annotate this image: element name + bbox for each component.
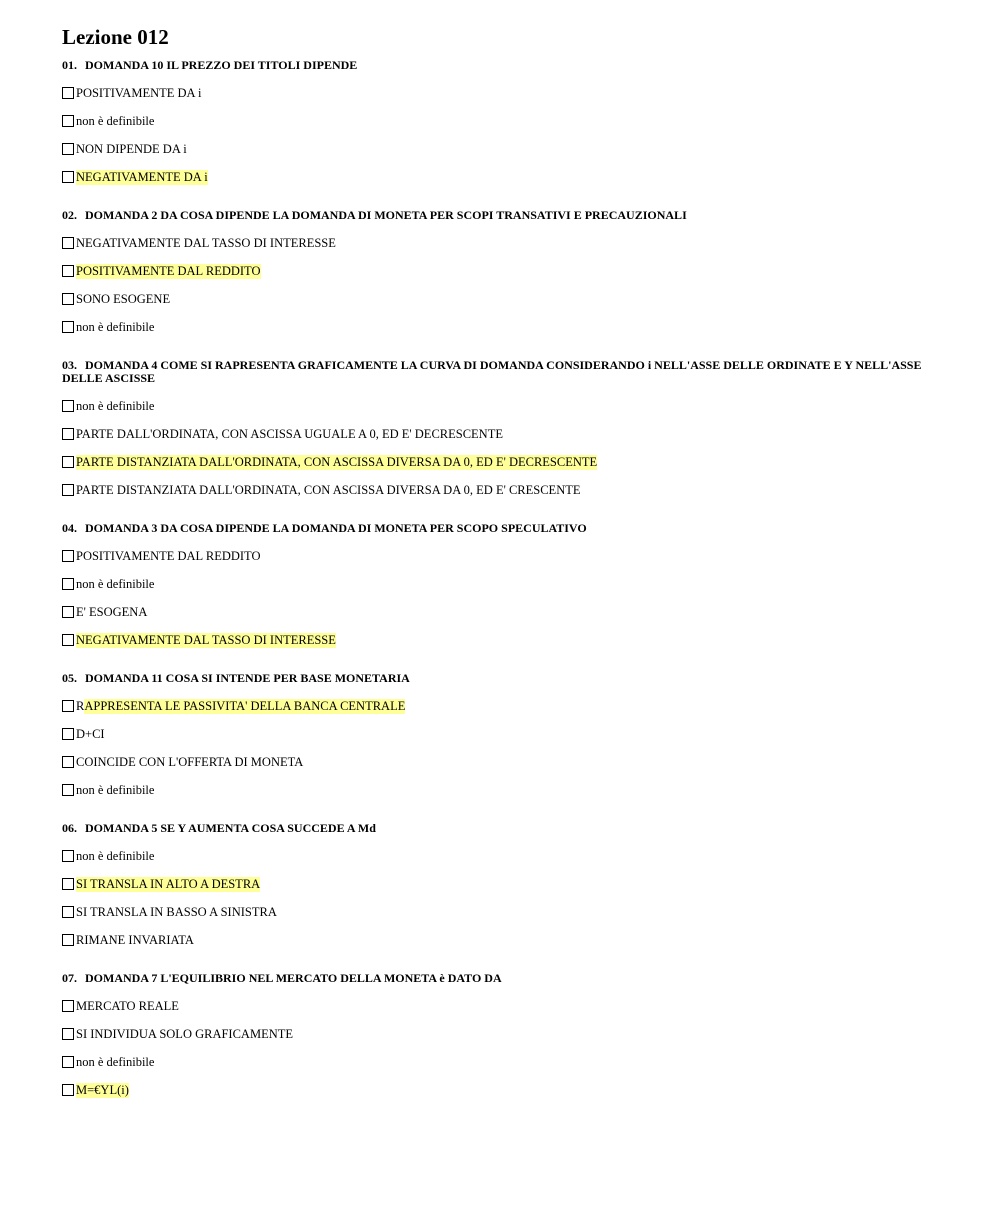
answer-option (62, 898, 922, 926)
answer-checkbox[interactable] (62, 606, 74, 618)
question (62, 972, 922, 1104)
question-text: DOMANDA 2 DA COSA DIPENDE LA DOMANDA DI MONETA PER SCOPI TRANSATIVI E PRECAUZIONALI (85, 208, 687, 222)
answer-text: SONO ESOGENE (76, 291, 171, 306)
answer-text: non è definibile (76, 848, 155, 863)
answer-option-correct (62, 1076, 922, 1104)
answer-checkbox[interactable] (62, 237, 74, 249)
answer-option (62, 992, 922, 1020)
question (62, 522, 922, 654)
answer-checkbox[interactable] (62, 634, 74, 646)
answer-checkbox[interactable] (62, 456, 74, 468)
answer-text-highlighted: PARTE DISTANZIATA DALL'ORDINATA, CON ASCISSA DIVERSA DA 0, ED E' DECRESCENTE (76, 454, 598, 469)
answer-text-highlighted: M=€YL(i) (76, 1082, 129, 1097)
question-number: 02. (62, 208, 77, 222)
answer-option (62, 542, 922, 570)
question-heading (62, 972, 922, 985)
answer-checkbox[interactable] (62, 906, 74, 918)
answer-option (62, 842, 922, 870)
question-text: DOMANDA 7 L'EQUILIBRIO NEL MERCATO DELLA MONETA è DATO DA (85, 971, 502, 985)
answer-checkbox[interactable] (62, 265, 74, 277)
answer-text: POSITIVAMENTE DA i (76, 85, 202, 100)
answer-checkbox[interactable] (62, 1028, 74, 1040)
answer-text: E' ESOGENA (76, 604, 148, 619)
answer-checkbox[interactable] (62, 756, 74, 768)
answer-text-highlighted: SI TRANSLA IN ALTO A DESTRA (76, 876, 261, 891)
question-text: DOMANDA 5 SE Y AUMENTA COSA SUCCEDE A Md (85, 821, 376, 835)
answer-option (62, 720, 922, 748)
answer-checkbox[interactable] (62, 293, 74, 305)
question-number: 06. (62, 821, 77, 835)
answer-option (62, 135, 922, 163)
answer-checkbox[interactable] (62, 115, 74, 127)
answer-checkbox[interactable] (62, 550, 74, 562)
answer-text: non è definibile (76, 1054, 155, 1069)
document-page (62, 25, 922, 1122)
answer-text: NON DIPENDE DA i (76, 141, 187, 156)
answer-checkbox[interactable] (62, 171, 74, 183)
answer-checkbox[interactable] (62, 484, 74, 496)
answer-text: non è definibile (76, 319, 155, 334)
answer-checkbox[interactable] (62, 1084, 74, 1096)
answer-option-correct (62, 257, 922, 285)
question (62, 59, 922, 191)
answer-text-highlighted: APPRESENTA LE PASSIVITA' DELLA BANCA CENTRALE (84, 698, 406, 713)
question-number: 05. (62, 671, 77, 685)
answer-option (62, 570, 922, 598)
answer-checkbox[interactable] (62, 87, 74, 99)
answer-option-correct (62, 626, 922, 654)
answer-text-highlighted: NEGATIVAMENTE DA i (76, 169, 208, 184)
answer-option (62, 79, 922, 107)
question-heading (62, 359, 922, 385)
question (62, 209, 922, 341)
question-text: DOMANDA 11 COSA SI INTENDE PER BASE MONETARIA (85, 671, 410, 685)
answer-text-highlighted: NEGATIVAMENTE DAL TASSO DI INTERESSE (76, 632, 336, 647)
answer-text: COINCIDE CON L'OFFERTA DI MONETA (76, 754, 304, 769)
page-title: Lezione 012 (62, 25, 169, 49)
answer-option (62, 776, 922, 804)
answer-option (62, 285, 922, 313)
answer-checkbox[interactable] (62, 934, 74, 946)
question (62, 822, 922, 954)
question (62, 672, 922, 804)
answer-option (62, 1048, 922, 1076)
question-heading (62, 209, 922, 222)
question-heading (62, 522, 922, 535)
question-number: 04. (62, 521, 77, 535)
answer-option-correct (62, 870, 922, 898)
answer-text: non è definibile (76, 782, 155, 797)
answer-checkbox[interactable] (62, 878, 74, 890)
answer-option (62, 598, 922, 626)
answer-text: MERCATO REALE (76, 998, 179, 1013)
answer-checkbox[interactable] (62, 1000, 74, 1012)
answer-option-correct (62, 692, 922, 720)
question-heading (62, 672, 922, 685)
answer-option (62, 926, 922, 954)
question (62, 359, 922, 504)
answer-text: NEGATIVAMENTE DAL TASSO DI INTERESSE (76, 235, 336, 250)
question-text: DOMANDA 10 IL PREZZO DEI TITOLI DIPENDE (85, 58, 358, 72)
answer-text: D+CI (76, 726, 105, 741)
answer-checkbox[interactable] (62, 850, 74, 862)
answer-checkbox[interactable] (62, 143, 74, 155)
question-number: 01. (62, 58, 77, 72)
answer-text: RIMANE INVARIATA (76, 932, 194, 947)
answer-text: non è definibile (76, 113, 155, 128)
answer-text: SI INDIVIDUA SOLO GRAFICAMENTE (76, 1026, 294, 1041)
question-heading (62, 822, 922, 835)
answer-option (62, 107, 922, 135)
answer-text: non è definibile (76, 576, 155, 591)
answer-text: PARTE DALL'ORDINATA, CON ASCISSA UGUALE A 0, ED E' DECRESCENTE (76, 426, 503, 441)
answer-text-lead: R (76, 698, 85, 713)
answer-option-correct (62, 163, 922, 191)
answer-text: SI TRANSLA IN BASSO A SINISTRA (76, 904, 277, 919)
answer-option (62, 313, 922, 341)
answer-text: non è definibile (76, 398, 155, 413)
answer-checkbox[interactable] (62, 578, 74, 590)
answer-checkbox[interactable] (62, 428, 74, 440)
answer-text: PARTE DISTANZIATA DALL'ORDINATA, CON ASCISSA DIVERSA DA 0, ED E' CRESCENTE (76, 482, 581, 497)
answer-checkbox[interactable] (62, 400, 74, 412)
answer-checkbox[interactable] (62, 1056, 74, 1068)
answer-option (62, 476, 922, 504)
answer-option-correct (62, 448, 922, 476)
answer-checkbox[interactable] (62, 728, 74, 740)
answer-option (62, 1020, 922, 1048)
answer-option (62, 229, 922, 257)
answer-checkbox[interactable] (62, 784, 74, 796)
answer-option (62, 392, 922, 420)
question-text: DOMANDA 3 DA COSA DIPENDE LA DOMANDA DI MONETA PER SCOPO SPECULATIVO (85, 521, 587, 535)
question-heading (62, 59, 922, 72)
answer-checkbox[interactable] (62, 321, 74, 333)
answer-option (62, 748, 922, 776)
question-number: 03. (62, 358, 77, 372)
question-text: DOMANDA 4 COME SI RAPRESENTA GRAFICAMENTE LA CURVA DI DOMANDA CONSIDERANDO i NELL'ASSE DELLE ORDINATE E Y NELL'ASSE DELLE ASCISSE (62, 358, 922, 385)
answer-checkbox[interactable] (62, 700, 74, 712)
question-number: 07. (62, 971, 77, 985)
answer-text-highlighted: POSITIVAMENTE DAL REDDITO (76, 263, 261, 278)
answer-text: POSITIVAMENTE DAL REDDITO (76, 548, 261, 563)
answer-option (62, 420, 922, 448)
